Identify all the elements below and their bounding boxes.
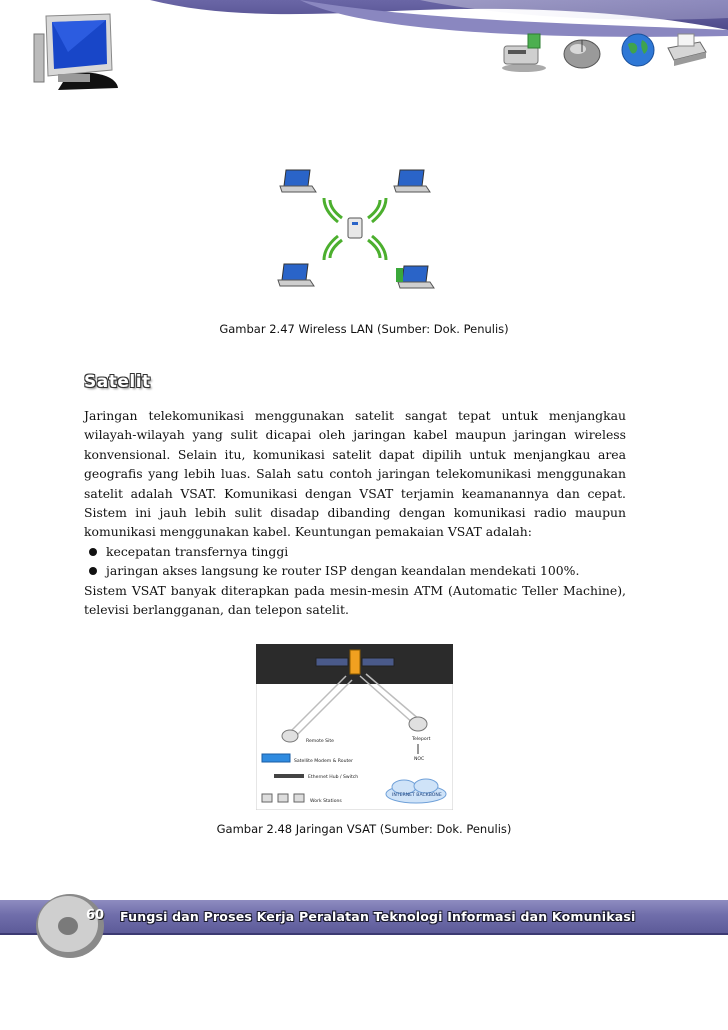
work-stations-label: Work Stations xyxy=(310,799,342,804)
body-text xyxy=(84,406,626,619)
section-title: Satelit xyxy=(84,372,151,392)
monitor-icon xyxy=(28,12,120,96)
noc-label: NOC xyxy=(414,757,425,762)
hub-switch-label: Ethernet Hub / Switch xyxy=(308,775,359,780)
access-point-icon xyxy=(324,198,386,260)
vsat-network-figure xyxy=(256,644,453,810)
figure-caption-wireless-lan: Gambar 2.47 Wireless LAN (Sumber: Dok. Penulis) xyxy=(219,322,509,336)
wireless-lan-figure xyxy=(270,160,445,295)
laptop-icon xyxy=(394,170,430,192)
laptop-icon xyxy=(396,266,434,288)
paragraph: Sistem VSAT banyak diterapkan pada mesin-mesin ATM (Automatic Teller Machine), televisi berlangganan, dan telepon satelit. xyxy=(84,582,626,618)
internet-backbone-label: INTERNET BACKBONE xyxy=(392,793,442,798)
modem-router-label: Satellite Modem & Router xyxy=(294,759,353,764)
list-item-text: kecepatan transfernya tinggi xyxy=(106,543,289,559)
teleport-label: Teleport xyxy=(412,737,431,742)
cloud-icon xyxy=(386,779,446,803)
list-item-text: jaringan akses langsung ke router ISP dengan keandalan mendekati 100%. xyxy=(106,563,580,579)
laptop-icon xyxy=(280,170,316,192)
list-item xyxy=(84,542,626,561)
bullet-icon xyxy=(89,567,97,575)
disc-logo-icon xyxy=(32,890,112,960)
page-number: 60 xyxy=(86,908,105,923)
workstation-icon xyxy=(262,794,304,802)
globe-icon xyxy=(618,30,658,74)
satellite-dish-icon xyxy=(409,717,427,731)
remote-site-label: Remote Site xyxy=(306,739,335,744)
bullet-list xyxy=(84,542,626,581)
satellite-dish-icon xyxy=(282,730,298,742)
mouse-icon xyxy=(560,34,604,76)
page-footer xyxy=(0,878,728,958)
bullet-icon xyxy=(89,548,97,556)
printer-icon xyxy=(664,30,708,72)
figure-caption-vsat: Gambar 2.48 Jaringan VSAT (Sumber: Dok. Penulis) xyxy=(216,822,512,836)
paragraph: Jaringan telekomunikasi menggunakan satelit sangat tepat untuk menjangkau wilayah-wilayah yang sulit dicapai oleh jaringan kabel maupun jaringan wireless konvensional. Selain itu, komunikasi satelit dapat dipilih untuk menjangkau area geografis yang lebih luas. Salah satu contoh jaringan telekomunikasi menggunakan satelit adalah VSAT. Komunikasi dengan VSAT terjamin keamanannya dan cepat. Sistem ini jauh lebih sulit disadap dibanding dengan komunikasi radio maupun komunikasi menggunakan kabel. Keuntungan pemakaian VSAT adalah: xyxy=(84,408,626,540)
laptop-icon xyxy=(278,264,314,286)
list-item xyxy=(84,561,626,580)
footer-title: Fungsi dan Proses Kerja Peralatan Teknologi Informasi dan Komunikasi xyxy=(120,909,636,924)
network-device-icon xyxy=(498,30,550,78)
